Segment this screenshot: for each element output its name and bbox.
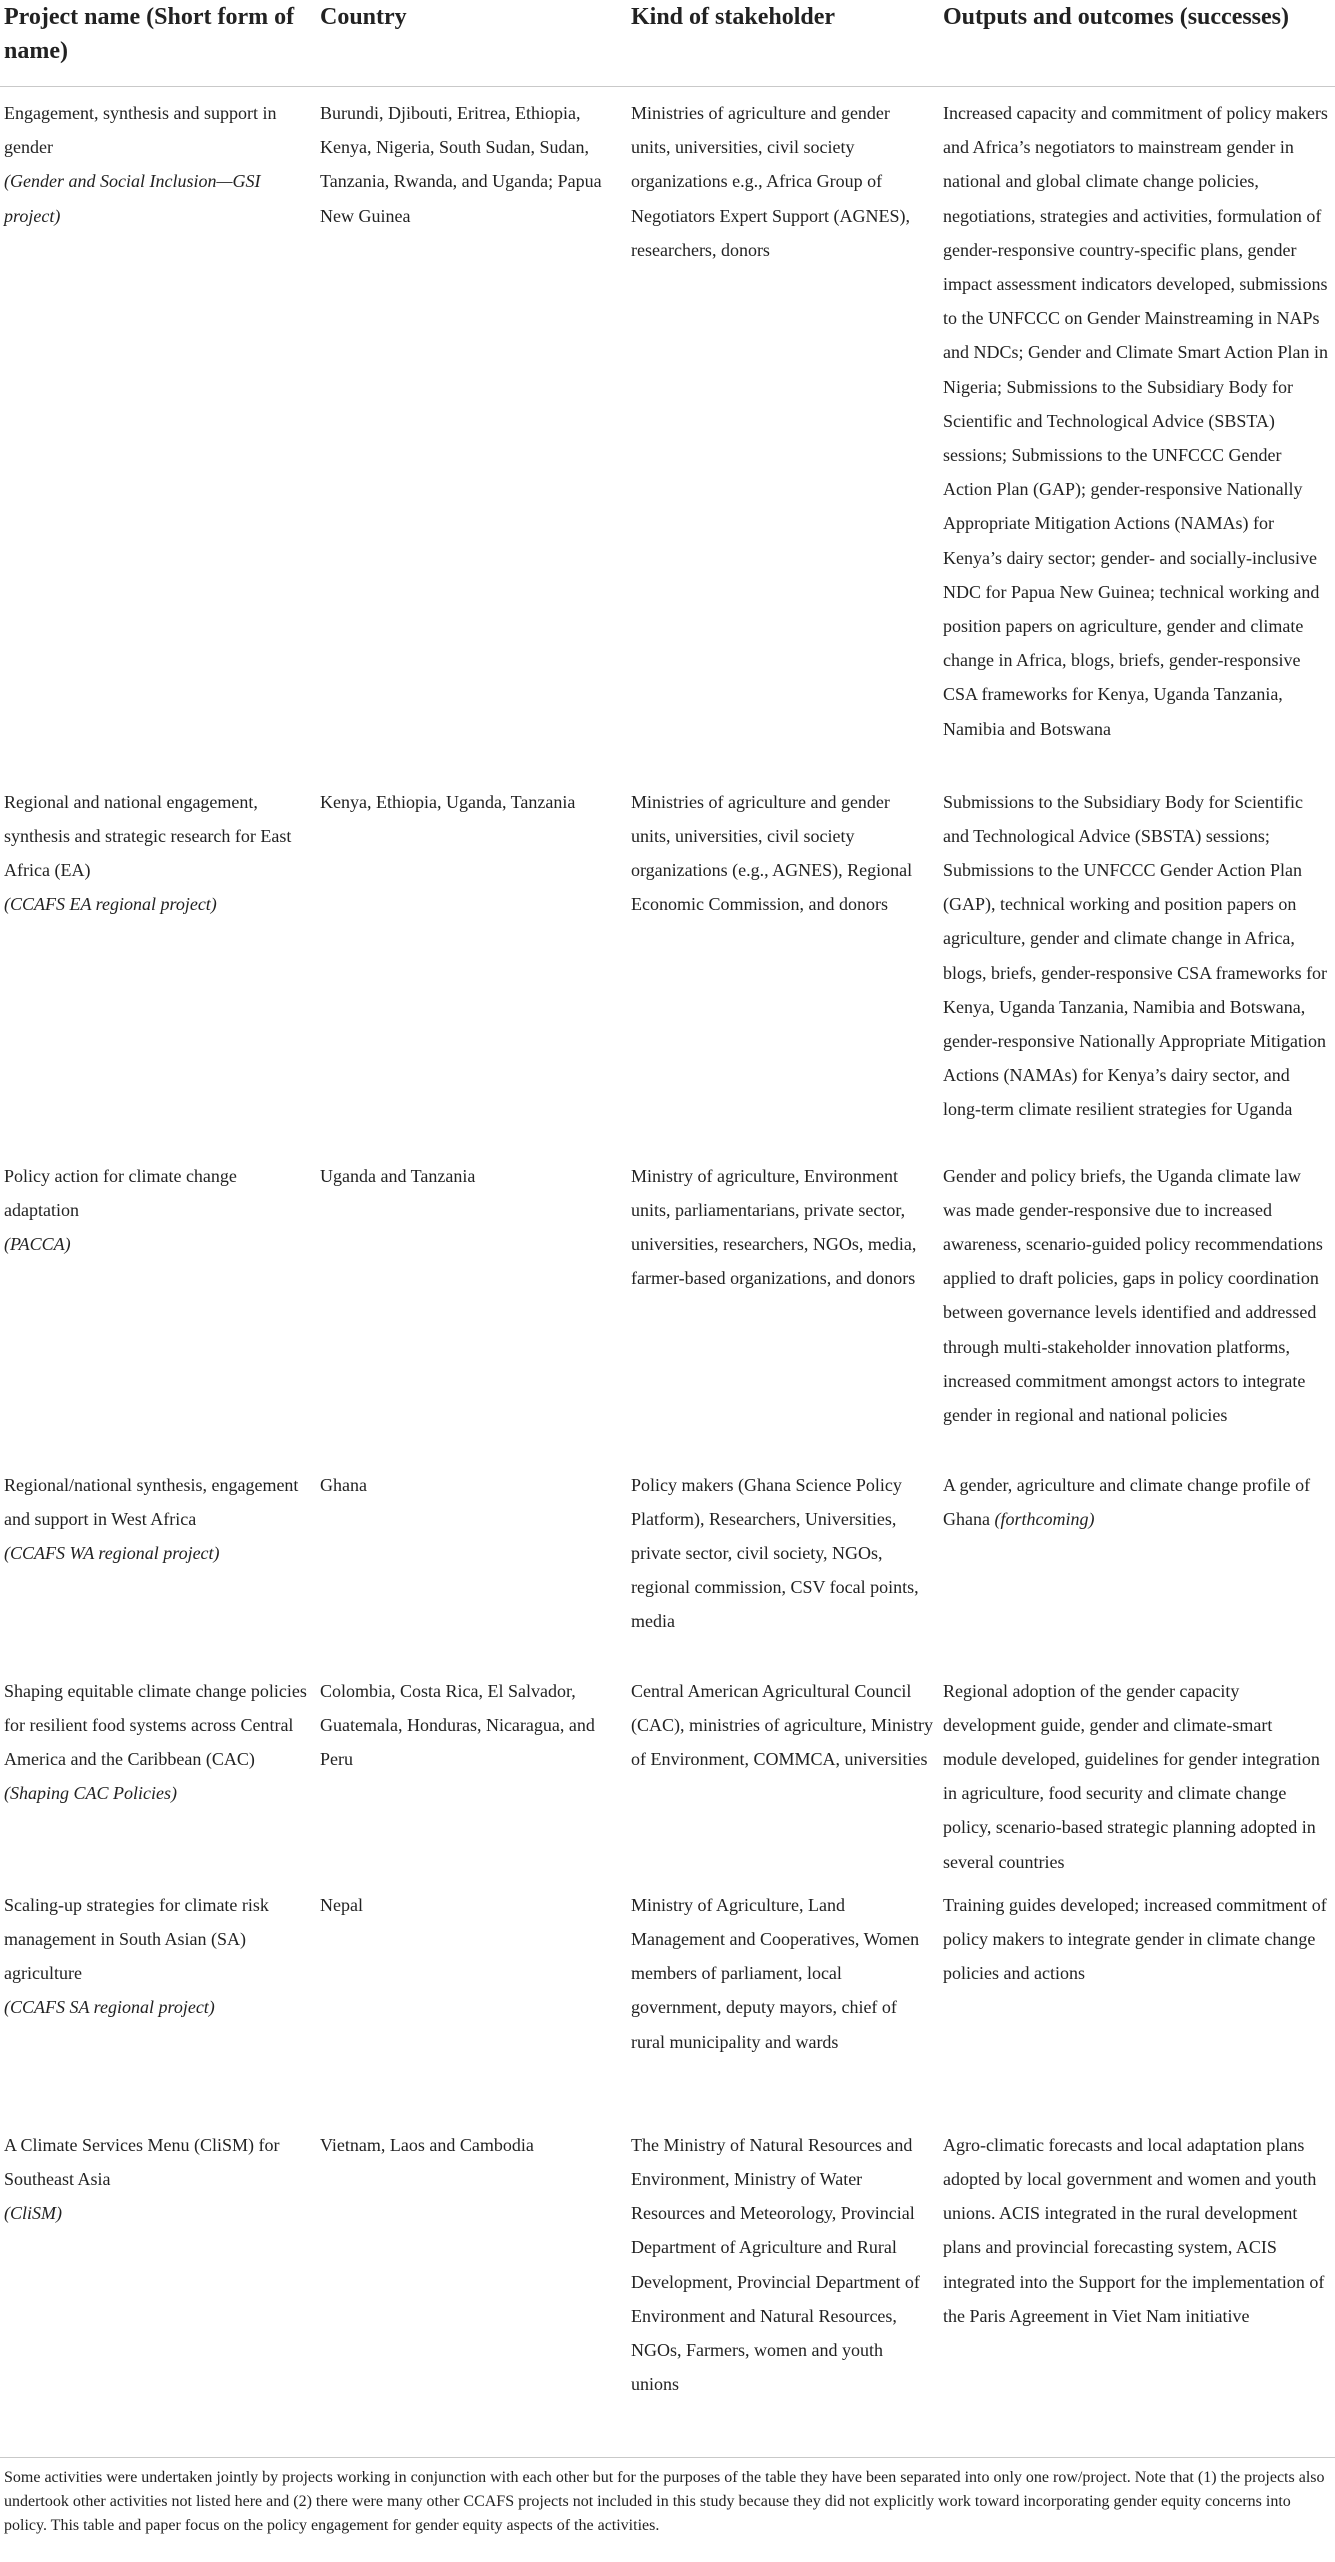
outputs-cell xyxy=(939,2119,1335,2479)
outputs-text: Submissions to the Subsidiary Body for Scientific and Technological Advice (SBSTA) sessions; Submissions to the UNFCCC Gender Action Plan (GAP), technical working and position papers on agriculture, gender and climate change in Africa, blogs, briefs, gender-responsive CSA frameworks for Kenya, Uganda Tanzania, Namibia and Botswana, gender-responsive Nationally Appropriate Mitigation Actions (NAMAs) for Kenya’s dairy sector, and long-term climate resilient strategies for Uganda xyxy=(943,791,1328,1120)
project-cell xyxy=(0,2119,316,2479)
country-cell: Burundi, Djibouti, Eritrea, Ethiopia, Kenya, Nigeria, South Sudan, Sudan, Tanzania, Rwanda, and Uganda; Papua New Guinea xyxy=(320,103,602,226)
country-cell: Colombia, Costa Rica, El Salvador, Guatemala, Honduras, Nicaragua, and Peru xyxy=(320,1680,595,1769)
header-country: Country xyxy=(316,0,627,87)
stakeholder-cell: Ministries of agriculture and gender units, universities, civil society organizations e.g., Africa Group of Negotiators Expert Support (AGNES), researchers, donors xyxy=(631,103,910,260)
outputs-cell xyxy=(939,1459,1335,1665)
table-row xyxy=(0,1459,1335,1665)
outputs-cell xyxy=(939,87,1335,776)
project-short-name: (CCAFS WA regional project) xyxy=(4,1542,220,1563)
table-row xyxy=(0,2119,1335,2479)
country-cell: Kenya, Ethiopia, Uganda, Tanzania xyxy=(320,791,576,812)
project-name: Shaping equitable climate change policies for resilient food systems across Central America and the Caribbean (CAC) xyxy=(4,1680,307,1769)
table-header-row xyxy=(0,0,1335,87)
stakeholder-cell: Ministry of agriculture, Environment units, parliamentarians, private sector, universities, researchers, NGOs, media, farmer-based organizations, and donors xyxy=(631,1165,917,1289)
project-cell xyxy=(0,1879,316,2119)
outputs-cell xyxy=(939,1150,1335,1459)
project-cell xyxy=(0,776,316,1150)
project-name: Regional and national engagement, synthesis and strategic research for East Africa (EA) xyxy=(4,791,292,880)
outputs-text: Agro-climatic forecasts and local adaptation plans adopted by local government and women and youth unions. ACIS integrated in the rural development plans and provincial forecasting system, ACIS integrated into the Support for the implementation of the Paris Agreement in Viet Nam initiative xyxy=(943,2134,1325,2326)
project-name: A Climate Services Menu (CliSM) for Southeast Asia xyxy=(4,2134,280,2189)
table-row xyxy=(0,1665,1335,1879)
project-short-name: (CCAFS SA regional project) xyxy=(4,1997,215,2018)
project-short-name: (CliSM) xyxy=(4,2203,62,2224)
project-short-name: (CCAFS EA regional project) xyxy=(4,894,217,915)
country-cell: Uganda and Tanzania xyxy=(320,1165,476,1186)
project-name: Regional/national synthesis, engagement and support in West Africa xyxy=(4,1474,299,1529)
table-footnote: Some activities were undertaken jointly by projects working in conjunction with each other but for the purposes of the table they have been separated into only one row/project. Note that (1) the projects also undertook other activities not listed here and (2) there were many other CCAFS projects not included in this study because they did not explicitly work toward incorporating gender equity concerns into policy. This table and paper focus on the policy engagement for gender equity aspects of the activities. xyxy=(4,2469,1325,2534)
project-short-name: (PACCA) xyxy=(4,1233,71,1254)
country-cell: Nepal xyxy=(320,1894,363,1915)
stakeholder-cell: The Ministry of Natural Resources and Environment, Ministry of Water Resources and Meteorology, Provincial Department of Agriculture and Rural Development, Provincial Department of Environment and Natural Resources, NGOs, Farmers, women and youth unions xyxy=(631,2134,920,2395)
stakeholder-cell: Ministries of agriculture and gender units, universities, civil society organizations (e.g., AGNES), Regional Economic Commission, and donors xyxy=(631,791,913,915)
outputs-text: Gender and policy briefs, the Uganda climate law was made gender-responsive due to increased awareness, scenario-guided policy recommendations applied to draft policies, gaps in policy coordination between governance levels identified and addressed through multi-stakeholder innovation platforms, increased commitment amongst actors to integrate gender in regional and national policies xyxy=(943,1165,1323,1425)
project-short-name: (Gender and Social Inclusion—GSI project) xyxy=(4,171,261,226)
country-cell: Ghana xyxy=(320,1474,367,1495)
outputs-text: Increased capacity and commitment of policy makers and Africa’s negotiators to mainstream gender in national and global climate change policies, negotiations, strategies and activities, formulation of gender-responsive country-specific plans, gender impact assessment indicators developed, submissions to the UNFCCC on Gender Mainstreaming in NAPs and NDCs; Gender and Climate Smart Action Plan in Nigeria; Submissions to the Subsidiary Body for Scientific and Technological Advice (SBSTA) sessions; Submissions to the UNFCCC Gender Action Plan (GAP); gender-responsive Nationally Appropriate Mitigation Actions (NAMAs) for Kenya’s dairy sector; gender- and socially-inclusive NDC for Papua New Guinea; technical working and position papers on agriculture, gender and climate change in Africa, blogs, briefs, gender-responsive CSA frameworks for Kenya, Uganda Tanzania, Namibia and Botswana xyxy=(943,103,1328,739)
project-name: Policy action for climate change adaptation xyxy=(4,1165,237,1220)
project-short-name: (Shaping CAC Policies) xyxy=(4,1783,177,1804)
project-name: Scaling-up strategies for climate risk management in South Asian (SA) agriculture xyxy=(4,1894,269,1984)
stakeholder-cell: Central American Agricultural Council (CAC), ministries of agriculture, Ministry of Environment, COMMCA, universities xyxy=(631,1680,933,1769)
outputs-text: Regional adoption of the gender capacity development guide, gender and climate-smart module developed, guidelines for gender integration in agriculture, food security and climate change policy, scenario-based strategic planning adopted in several countries xyxy=(943,1680,1320,1872)
project-cell xyxy=(0,1459,316,1665)
table-row xyxy=(0,776,1335,1150)
outputs-cell xyxy=(939,1879,1335,2119)
project-cell xyxy=(0,87,316,776)
outputs-text: A gender, agriculture and climate change profile of Ghana xyxy=(943,1474,1311,1529)
outputs-italic-text: (forthcoming) xyxy=(994,1508,1095,1529)
footnote-divider xyxy=(0,2457,1335,2458)
outputs-text: Training guides developed; increased commitment of policy makers to integrate gender in climate change policies and actions xyxy=(943,1894,1327,1984)
table-row xyxy=(0,1150,1335,1459)
outputs-cell xyxy=(939,1665,1335,1879)
stakeholder-cell: Policy makers (Ghana Science Policy Platform), Researchers, Universities, private sector, civil society, NGOs, regional commission, CSV focal points, media xyxy=(631,1474,919,1632)
table-row xyxy=(0,87,1335,776)
project-cell xyxy=(0,1665,316,1879)
header-project-name: Project name (Short form of name) xyxy=(0,0,316,87)
outputs-cell xyxy=(939,776,1335,1150)
stakeholder-cell: Ministry of Agriculture, Land Management and Cooperatives, Women members of parliament, local government, deputy mayors, chief of rural municipality and wards xyxy=(631,1894,920,2052)
country-cell: Vietnam, Laos and Cambodia xyxy=(320,2134,534,2155)
header-kind-of-stakeholder: Kind of stakeholder xyxy=(627,0,939,87)
project-name: Engagement, synthesis and support in gender xyxy=(4,103,277,158)
project-cell xyxy=(0,1150,316,1459)
table-row xyxy=(0,1879,1335,2119)
header-outputs-and-outcomes: Outputs and outcomes (successes) xyxy=(939,0,1335,87)
